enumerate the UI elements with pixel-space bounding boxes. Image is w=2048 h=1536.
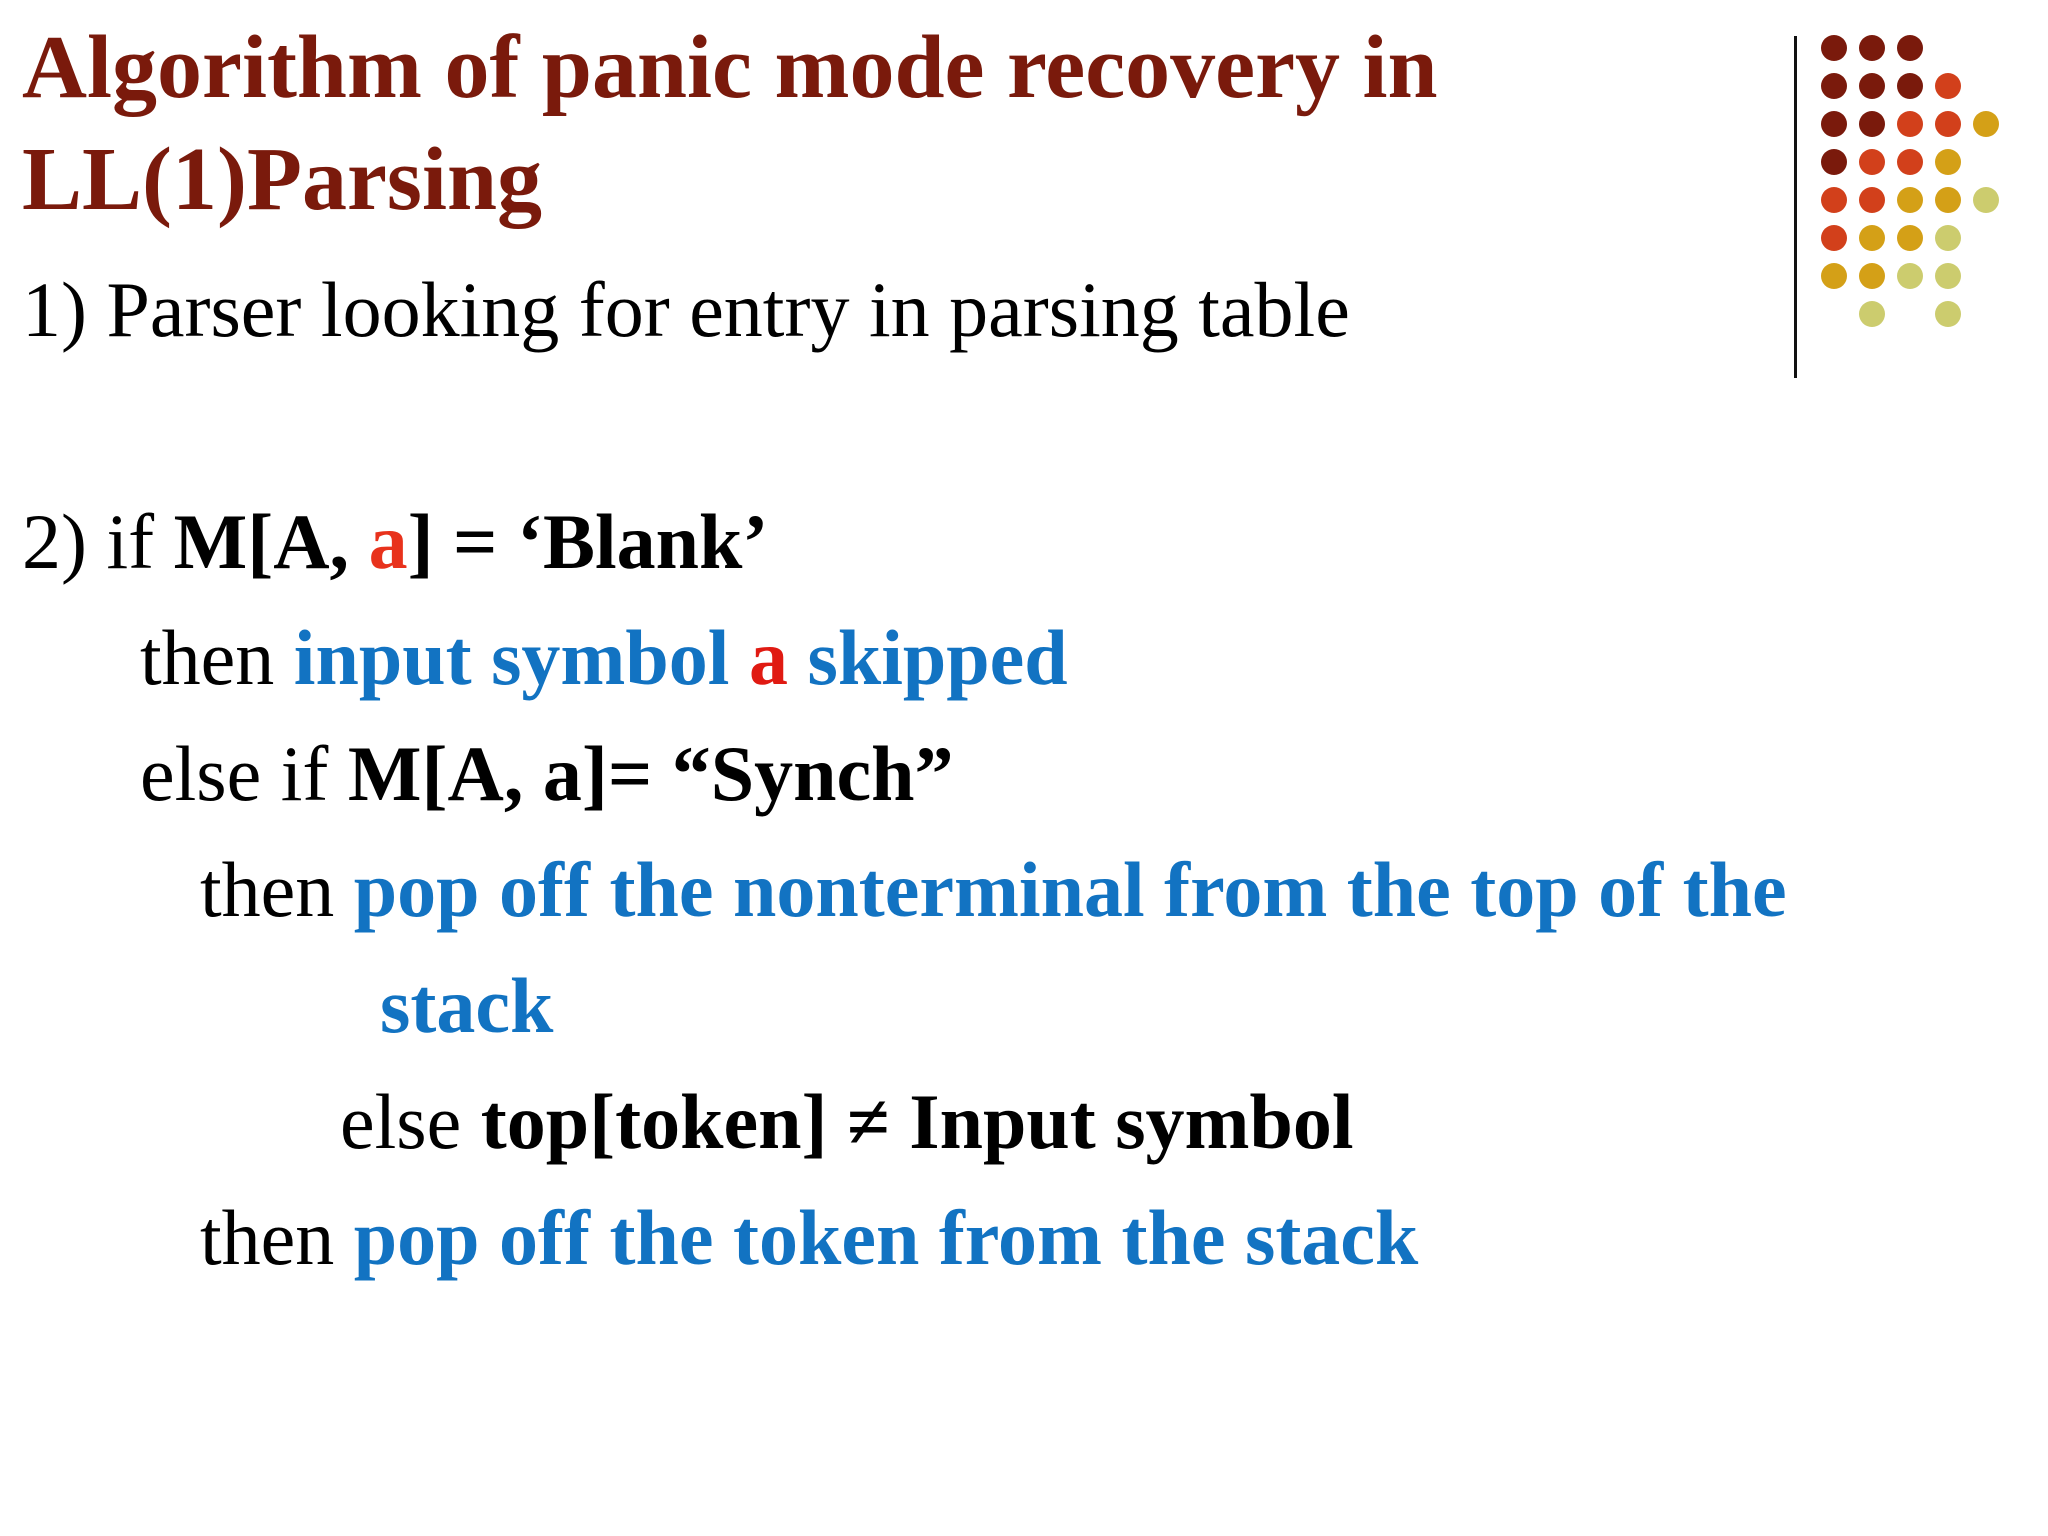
step-2-cond: M[A, [173,498,369,585]
dot-pattern-decoration [1820,30,2040,350]
pop-token-action: pop off the token from the stack [353,1194,1419,1281]
decorative-dot [1897,225,1923,251]
decorative-dot [1935,263,1961,289]
else-if-line [140,726,954,822]
decorative-dot [1897,35,1923,61]
decorative-dot [1859,263,1885,289]
decorative-dot [1821,187,1847,213]
decorative-dot [1897,111,1923,137]
decorative-dot [1859,301,1885,327]
decorative-dot [1859,187,1885,213]
else-token-line [340,1074,1354,1170]
step-2-prefix: 2) if [22,498,174,585]
title-line-2: LL(1)Parsing [22,130,543,229]
step-2-symbol: a [368,498,408,585]
title-line-1: Algorithm of panic mode recovery in [22,18,1438,117]
decorative-dot [1935,187,1961,213]
then-keyword-2: then [200,846,354,933]
decorative-dot [1859,73,1885,99]
vertical-divider [1794,36,1797,378]
decorative-dot [1935,73,1961,99]
decorative-dot [1973,111,1999,137]
else-if-cond: M[A, a]= “Synch” [347,730,954,817]
decorative-dot [1973,187,1999,213]
then-pop-nonterminal-line [200,842,1787,938]
decorative-dot [1897,187,1923,213]
pop-nonterminal-cont [380,958,553,1054]
decorative-dot [1859,35,1885,61]
then-symbol: a [748,614,788,701]
decorative-dot [1821,225,1847,251]
decorative-dot [1821,73,1847,99]
else-token-cond: top[token] ≠ Input symbol [480,1078,1354,1165]
pop-nonterminal-action: pop off the nonterminal from the top of the [353,846,1787,933]
decorative-dot [1935,149,1961,175]
then-keyword-3: then [200,1194,354,1281]
else-keyword: else [340,1078,481,1165]
decorative-dot [1859,111,1885,137]
pop-nonterminal-action-cont: stack [380,962,554,1049]
then-pop-token-line [200,1190,1418,1286]
decorative-dot [1897,149,1923,175]
slide-title [22,12,1438,236]
decorative-dot [1897,73,1923,99]
decorative-dot [1935,225,1961,251]
then-action-a: input symbol [293,614,749,701]
decorative-dot [1821,263,1847,289]
decorative-dot [1935,111,1961,137]
else-if-keyword: else if [140,730,348,817]
decorative-dot [1935,301,1961,327]
decorative-dot [1897,263,1923,289]
step-1: 1) Parser looking for entry in parsing table [22,266,1350,353]
decorative-dot [1821,111,1847,137]
decorative-dot [1821,35,1847,61]
decorative-dot [1859,149,1885,175]
decorative-dot [1859,225,1885,251]
step-2-condition [22,494,768,590]
then-skip-line [140,610,1068,706]
then-keyword: then [140,614,294,701]
decorative-dot [1821,149,1847,175]
step-2-cond-end: ] = ‘Blank’ [407,498,769,585]
then-action-b: skipped [787,614,1068,701]
